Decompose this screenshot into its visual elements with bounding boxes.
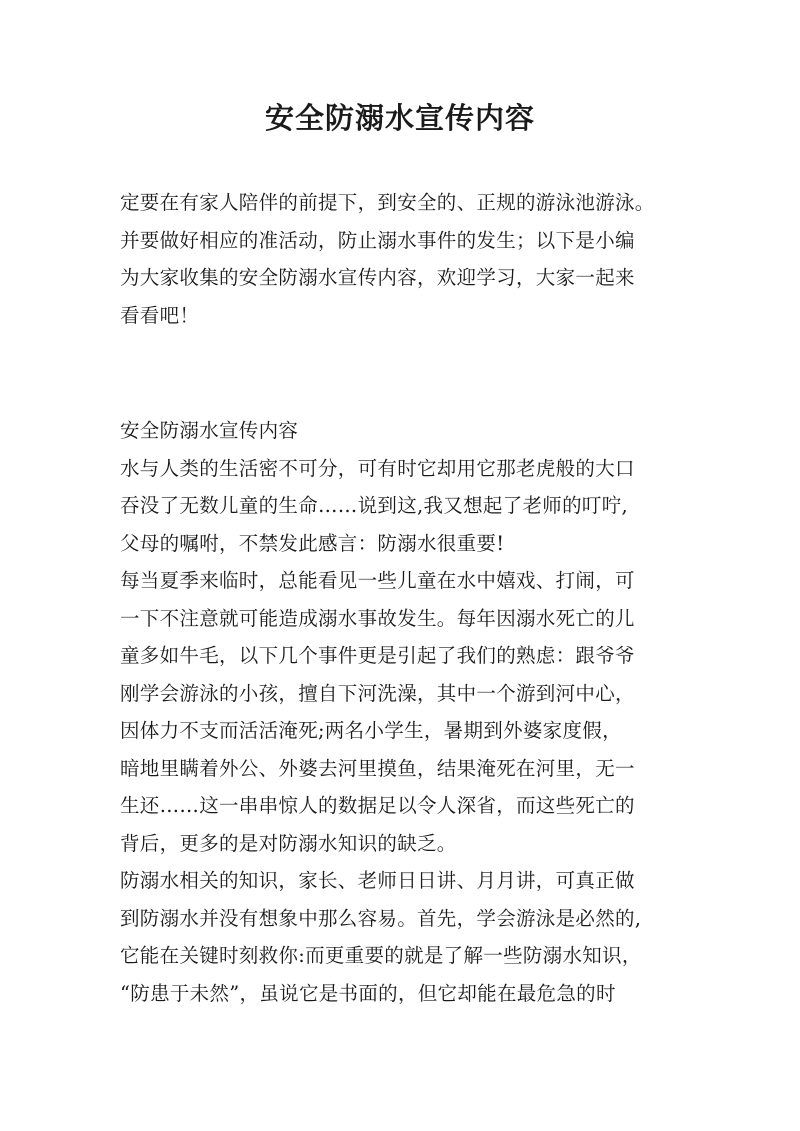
body-line: “防患于未然”，虽说它是书面的，但它却能在最危急的时 bbox=[120, 981, 616, 1005]
body-line: 暗地里瞒着外公、外婆去河里摸鱼，结果淹死在河里，无一 bbox=[120, 756, 635, 780]
body-line: 吞没了无数儿童的生命……说到这,我又想起了老师的叮咛, bbox=[120, 494, 628, 517]
intro-line: 并要做好相应的准活动，防止溺水事件的发生；以下是小编 bbox=[120, 228, 635, 252]
body-line: 父母的嘱咐，不禁发此感言：防溺水很重要! bbox=[120, 531, 505, 555]
document-title: 安全防溺水宣传内容 bbox=[264, 101, 535, 135]
body-line: 防溺水相关的知识，家长、老师日日讲、月月讲，可真正做 bbox=[120, 869, 635, 892]
intro-line: 定要在有家人陪伴的前提下，到安全的、正规的游泳池游泳。 bbox=[120, 191, 655, 214]
body-line: 背后，更多的是对防溺水知识的缺乏。 bbox=[120, 831, 457, 855]
intro-line: 看看吧！ bbox=[120, 303, 200, 327]
body-line: 生还……这一串串惊人的数据足以令人深省，而这些死亡的 bbox=[120, 794, 635, 817]
body-line: 因体力不支而活活淹死;两名小学生，暑期到外婆家度假， bbox=[120, 719, 622, 742]
body-line: 它能在关键时刻救你:而更重要的就是了解一些防溺水知识， bbox=[120, 944, 642, 967]
intro-paragraph bbox=[120, 184, 692, 334]
intro-line: 为大家收集的安全防溺水宣传内容，欢迎学习，大家一起来 bbox=[120, 266, 635, 289]
body-line: 每当夏季来临时，总能看见一些儿童在水中嬉戏、打闹，可 bbox=[120, 569, 635, 592]
body-line: 到防溺水并没有想象中那么容易。首先，学会游泳是必然的, bbox=[120, 906, 642, 930]
body-line: 一下不注意就可能造成溺水事故发生。每年因溺水死亡的儿 bbox=[120, 606, 635, 630]
body-line: 童多如牛毛，以下几个事件更是引起了我们的熟虑：跟爷爷 bbox=[120, 644, 635, 667]
body-line: 刚学会游泳的小孩，擅自下河洗澡，其中一个游到河中心， bbox=[120, 681, 635, 705]
body-text bbox=[120, 412, 692, 1012]
body-line: 水与人类的生活密不可分，可有时它却用它那老虎般的大口 bbox=[120, 456, 635, 480]
section-heading: 安全防溺水宣传内容 bbox=[120, 419, 299, 442]
